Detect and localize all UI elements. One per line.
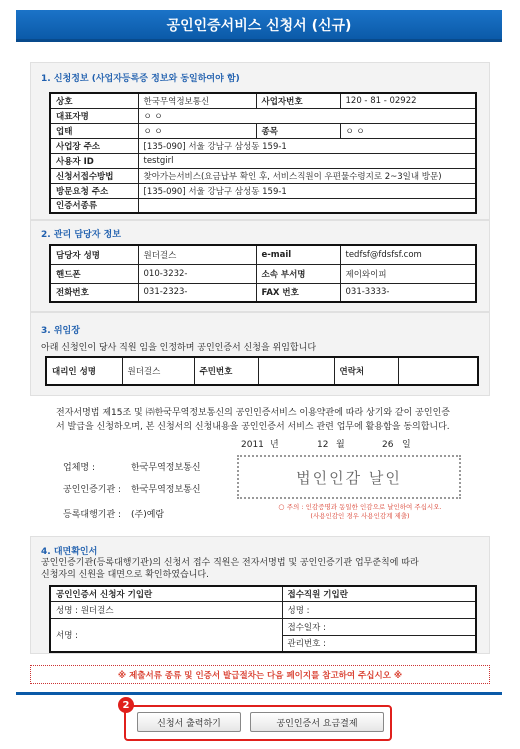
seal-note bbox=[250, 503, 470, 521]
label-cell: 방문요청 주소 bbox=[50, 183, 138, 198]
table-row bbox=[50, 601, 476, 618]
manager-info-section bbox=[30, 220, 490, 312]
ra-value: (주)예람 bbox=[131, 510, 165, 520]
table-row bbox=[50, 245, 476, 264]
ca-value: 한국무역정보통신 bbox=[131, 485, 201, 495]
header-cell: 공인인증서 신청자 기입란 bbox=[50, 586, 282, 601]
face-to-face-table bbox=[49, 585, 477, 653]
label-cell: 담당자 성명 bbox=[50, 245, 138, 264]
value-cell: 010-3232- bbox=[138, 264, 256, 283]
value-cell: tedfsf@fdsfsf.com bbox=[340, 245, 476, 264]
table-row bbox=[50, 138, 476, 153]
label-cell: 사업장 주소 bbox=[50, 138, 138, 153]
table-row bbox=[50, 586, 476, 601]
label-cell: 사업자번호 bbox=[256, 93, 340, 108]
table-row bbox=[46, 357, 478, 385]
label-cell: 대리인 성명 bbox=[46, 357, 122, 385]
face-to-face-text bbox=[41, 557, 419, 581]
divider bbox=[16, 692, 502, 695]
agreement-line: 전자서명법 제15조 및 ㈜한국무역정보통신의 공인인증서비스 이용약관에 따라 상기와 같이 공인인증 bbox=[56, 408, 450, 418]
value-cell: 031-2323- bbox=[138, 283, 256, 302]
face-to-face-line: 신청자의 신원을 대면으로 확인하였습니다. bbox=[41, 570, 209, 580]
table-row bbox=[50, 618, 476, 635]
label-cell: 업태 bbox=[50, 123, 138, 138]
date-month: 12 bbox=[317, 440, 329, 450]
label-cell: 핸드폰 bbox=[50, 264, 138, 283]
date-day: 26 bbox=[382, 440, 394, 450]
value-cell: 제이와이피 bbox=[340, 264, 476, 283]
value-cell: [135-090] 서울 강남구 삼성동 159-1 bbox=[138, 138, 476, 153]
pay-certificate-fee-button[interactable]: 공인인증서 요금결제 bbox=[250, 712, 384, 732]
section-heading: 2. 관리 담당자 정보 bbox=[41, 230, 121, 240]
applicant-info-table bbox=[49, 92, 477, 214]
label-cell: 종목 bbox=[256, 123, 340, 138]
company-label: 업체명 : bbox=[63, 463, 95, 473]
manager-info-table bbox=[49, 244, 477, 303]
table-row bbox=[50, 198, 476, 213]
section-heading: 1. 신청정보 (사업자등록증 정보와 동일하여야 함) bbox=[41, 74, 240, 84]
ra-label: 등록대행기관 : bbox=[63, 510, 122, 520]
date-month-unit: 월 bbox=[336, 440, 345, 450]
step-badge: 2 bbox=[118, 697, 134, 713]
value-cell: 031-3333- bbox=[340, 283, 476, 302]
section-heading: 4. 대면확인서 bbox=[41, 547, 98, 557]
value-cell: 원더걸스 bbox=[122, 357, 194, 385]
table-row bbox=[50, 153, 476, 168]
ca-label: 공인인증기관 : bbox=[63, 485, 122, 495]
table-row bbox=[50, 108, 476, 123]
date-year: 2011 bbox=[241, 440, 264, 450]
label-cell: 대표자명 bbox=[50, 108, 138, 123]
company-value: 한국무역정보통신 bbox=[131, 463, 201, 473]
value-cell: 원더걸스 bbox=[138, 245, 256, 264]
face-to-face-section bbox=[30, 536, 490, 654]
date-year-unit: 년 bbox=[270, 440, 279, 450]
value-cell: ㅇ ㅇ bbox=[138, 123, 256, 138]
label-cell: e-mail bbox=[256, 245, 340, 264]
applicant-info-section bbox=[30, 62, 490, 220]
staff-no-cell: 관리번호 : bbox=[282, 635, 476, 652]
date-day-unit: 일 bbox=[402, 440, 411, 450]
table-row bbox=[50, 123, 476, 138]
value-cell bbox=[398, 357, 478, 385]
label-cell: 상호 bbox=[50, 93, 138, 108]
page-title: 공인인증서비스 신청서 (신규) bbox=[16, 10, 502, 42]
label-cell: 전화번호 bbox=[50, 283, 138, 302]
seal-note-line: 주의 : 인감증명과 동일한 인감으로 날인하여 주십시오. bbox=[286, 503, 442, 511]
face-to-face-line: 공인인증기관(등록대행기관)의 신청서 접수 직원은 전자서명법 및 공인인증기관 업무준칙에 따라 bbox=[41, 558, 419, 568]
submission-notice: ※ 제출서류 종류 및 인증서 발급절차는 다음 페이지를 참고하여 주십시오 ※ bbox=[30, 665, 490, 684]
table-row bbox=[50, 283, 476, 302]
delegation-text: 아래 신청인이 당사 직원 임을 인정하며 공인인증서 신청을 위임합니다 bbox=[41, 343, 317, 353]
table-row bbox=[50, 168, 476, 183]
agreement-line: 서 발급을 신청하오며, 본 신청서의 신청내용을 공인인증서 서비스 관련 업무에 활용함을 동의합니다. bbox=[56, 422, 450, 432]
header-cell: 접수직원 기입란 bbox=[282, 586, 476, 601]
value-cell: testgirl bbox=[138, 153, 476, 168]
label-cell: FAX 번호 bbox=[256, 283, 340, 302]
value-cell: 120 - 81 - 02922 bbox=[340, 93, 476, 108]
agreement-text bbox=[56, 406, 476, 434]
staff-name-cell: 성명 : bbox=[282, 601, 476, 618]
value-cell: 찾아가는서비스(요금납부 확인 후, 서비스직원이 우편물수령지로 2~3일내 방문) bbox=[138, 168, 476, 183]
applicant-sign-cell: 서명 : bbox=[50, 618, 282, 652]
label-cell: 연락처 bbox=[334, 357, 398, 385]
value-cell: ㅇ ㅇ bbox=[138, 108, 476, 123]
label-cell: 신청서접수방법 bbox=[50, 168, 138, 183]
label-cell: 사용자 ID bbox=[50, 153, 138, 168]
corporate-seal-box: 법인인감 날인 bbox=[237, 455, 461, 499]
print-application-button[interactable]: 신청서 출력하기 bbox=[137, 712, 241, 732]
label-cell: 소속 부서명 bbox=[256, 264, 340, 283]
seal-note-line: (사용인감인 경우 사용인감계 제출) bbox=[310, 512, 410, 520]
value-cell bbox=[138, 198, 476, 213]
value-cell: 한국무역정보통신 bbox=[138, 93, 256, 108]
delegate-table bbox=[45, 356, 479, 386]
table-row bbox=[50, 264, 476, 283]
staff-date-cell: 접수일자 : bbox=[282, 618, 476, 635]
applicant-name-cell: 성명 : 원더걸스 bbox=[50, 601, 282, 618]
label-cell: 주민번호 bbox=[194, 357, 258, 385]
power-of-attorney-section bbox=[30, 312, 490, 396]
warning-circle-icon: ○ bbox=[278, 503, 287, 511]
table-row bbox=[50, 183, 476, 198]
label-cell: 인증서종류 bbox=[50, 198, 138, 213]
seal-note-line-wrap bbox=[250, 503, 470, 512]
value-cell: ㅇ ㅇ bbox=[340, 123, 476, 138]
section-heading: 3. 위임장 bbox=[41, 326, 80, 336]
value-cell bbox=[258, 357, 334, 385]
value-cell: [135-090] 서울 강남구 삼성동 159-1 bbox=[138, 183, 476, 198]
table-row bbox=[50, 93, 476, 108]
